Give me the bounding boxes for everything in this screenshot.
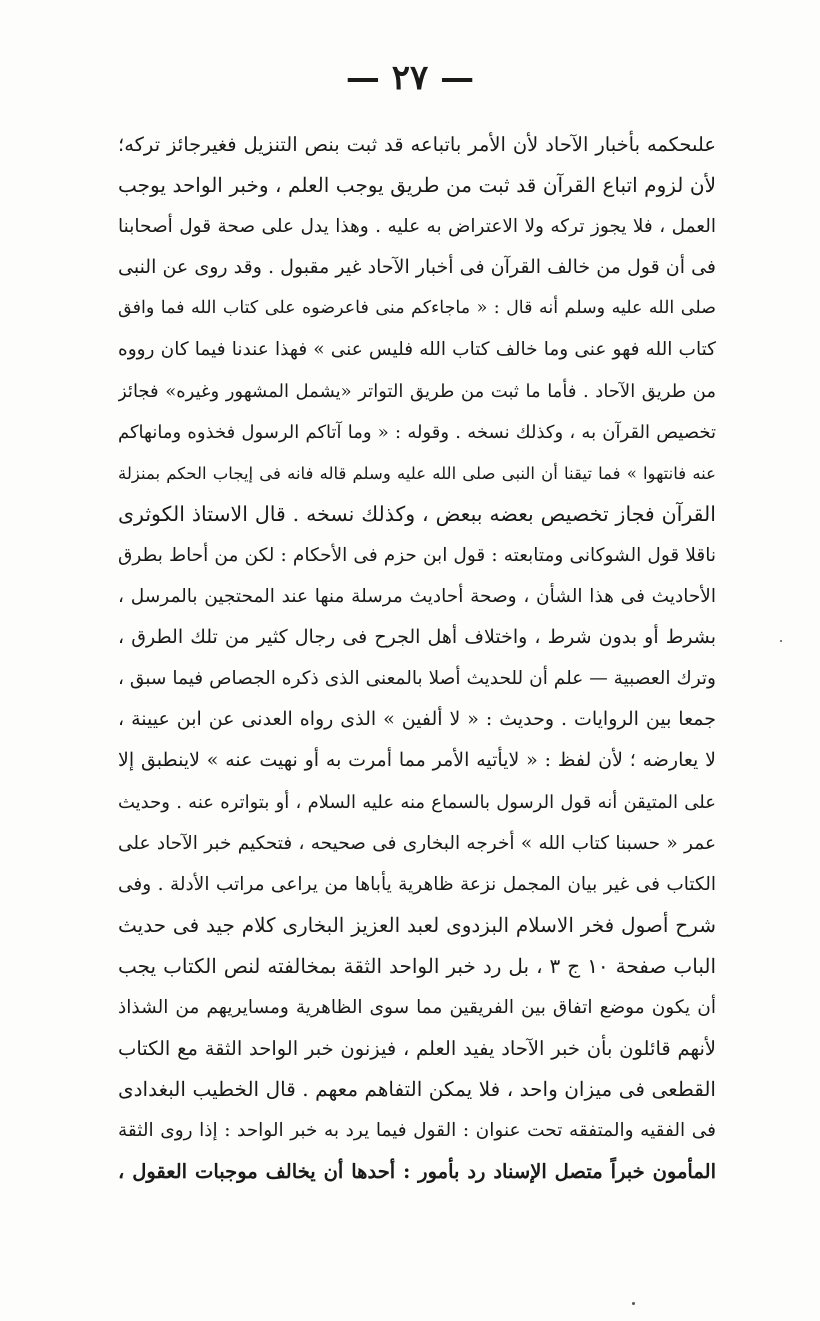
scan-speck: [632, 1302, 635, 1305]
text-line: من طريق الآحاد . فأما ما ثبت من طريق التواتر «يشمل المشهور وغيره» فجائز: [118, 380, 716, 402]
text-line: الكتاب فى غير بيان المجمل نزعة ظاهرية يأباها من يراعى مراتب الأدلة . وفى: [118, 873, 716, 895]
text-line: شرح أصول فخر الاسلام البزدوى لعبد العزيز البخارى كلام جيد فى حديث: [118, 912, 716, 937]
text-line: فى أن قول من خالف القرآن فى أخبار الآحاد غير مقبول . وقد روى عن النبى: [118, 256, 716, 279]
text-line: جمعا بين الروايات . وحديث : « لا ألفين » الذى رواه العدنى عن ابن عيينة ،: [118, 708, 716, 731]
text-line: العمل ، فلا يجوز تركه ولا الاعتراض به عليه . وهذا يدل على صحة قول أصحابنا: [118, 216, 716, 238]
text-line: لأنهم قائلون بأن خبر الآحاد يفيد العلم ، فيزنون خبر الواحد الثقة مع الكتاب: [118, 1037, 716, 1061]
text-line: كتاب الله فهو عنى وما خالف كتاب الله فليس عنى » فهذا عندنا فيما كان رووه: [118, 339, 716, 361]
text-line: لأن لزوم اتباع القرآن قد ثبت من طريق يوجب العلم ، وخبر الواحد يوجب: [118, 173, 716, 198]
text-line: أن يكون موضع اتفاق بين الفريقين مما سوى الظاهرية ومسايريهم من الشذاذ: [118, 996, 716, 1018]
page-number: — ٢٧ —: [345, 58, 475, 98]
text-line: وترك العصبية — علم أن للحديث أصلا بالمعنى الذى ذكره الجصاص فيما سبق ،: [118, 668, 716, 690]
text-line: علىحكمه بأخبار الآحاد لأن الأمر باتباعه قد ثبت بنص التنزيل فغيرجائز تركه؛: [118, 133, 716, 156]
text-line: لا يعارضه ؛ لأن لفظ : « لايأتيه الأمر مما أمرت به أو نهيت عنه » لاينطبق إلا: [118, 749, 716, 772]
text-line: على المتيقن أنه قول الرسول بالسماع منه عليه السلام ، أو بتواتره عنه . وحديث: [118, 791, 716, 813]
scan-speck: [780, 640, 782, 642]
text-line: ناقلا قول الشوكانى ومتابعته : قول ابن حزم فى الأحكام : لكن من أحاط بطرق: [118, 544, 716, 566]
text-line: صلى الله عليه وسلم أنه قال : « ماجاءكم منى فاعرضوه على كتاب الله فما وافق: [118, 298, 716, 319]
text-line-last: المأمون خبراً متصل الإسناد رد بأمور : أحدها أن يخالف موجبات العقول ،: [118, 1160, 716, 1184]
text-line: بشرط أو بدون شرط ، واختلاف أهل الجرح فى رجال كثير من تلك الطرق ،: [118, 626, 716, 649]
text-line: عمر « حسبنا كتاب الله » أخرجه البخارى فى صحيحه ، فتحكيم خبر الآحاد على: [118, 832, 716, 854]
text-line: عنه فانتهوا » فما تيقنا أن النبى صلى الله عليه وسلم قاله فانه فى إيجاب الحكم بمنزلة: [118, 463, 716, 483]
body-text: [118, 124, 716, 1192]
text-line: القرآن فجاز تخصيص بعضه ببعض ، وكذلك نسخه . قال الاستاذ الكوثرى: [118, 501, 716, 526]
text-line: فى الفقيه والمتفقه تحت عنوان : القول فيما يرد به خبر الواحد : إذا روى الثقة: [118, 1120, 716, 1142]
text-line: القطعى فى ميزان واحد ، فلا يمكن التفاهم معهم . قال الخطيب البغدادى: [118, 1077, 716, 1102]
text-line: الأحاديث فى هذا الشأن ، وصحة أحاديث مرسلة منها عند المحتجين بالمرسل ،: [118, 586, 716, 608]
text-line: الباب صفحة ١٠ ج ٣ ، بل رد خبر الواحد الثقة بمخالفته لنص الكتاب يجب: [118, 953, 716, 978]
text-line: تخصيص القرآن به ، وكذلك نسخه . وقوله : « وما آتاكم الرسول فخذوه ومانهاكم: [118, 421, 716, 443]
